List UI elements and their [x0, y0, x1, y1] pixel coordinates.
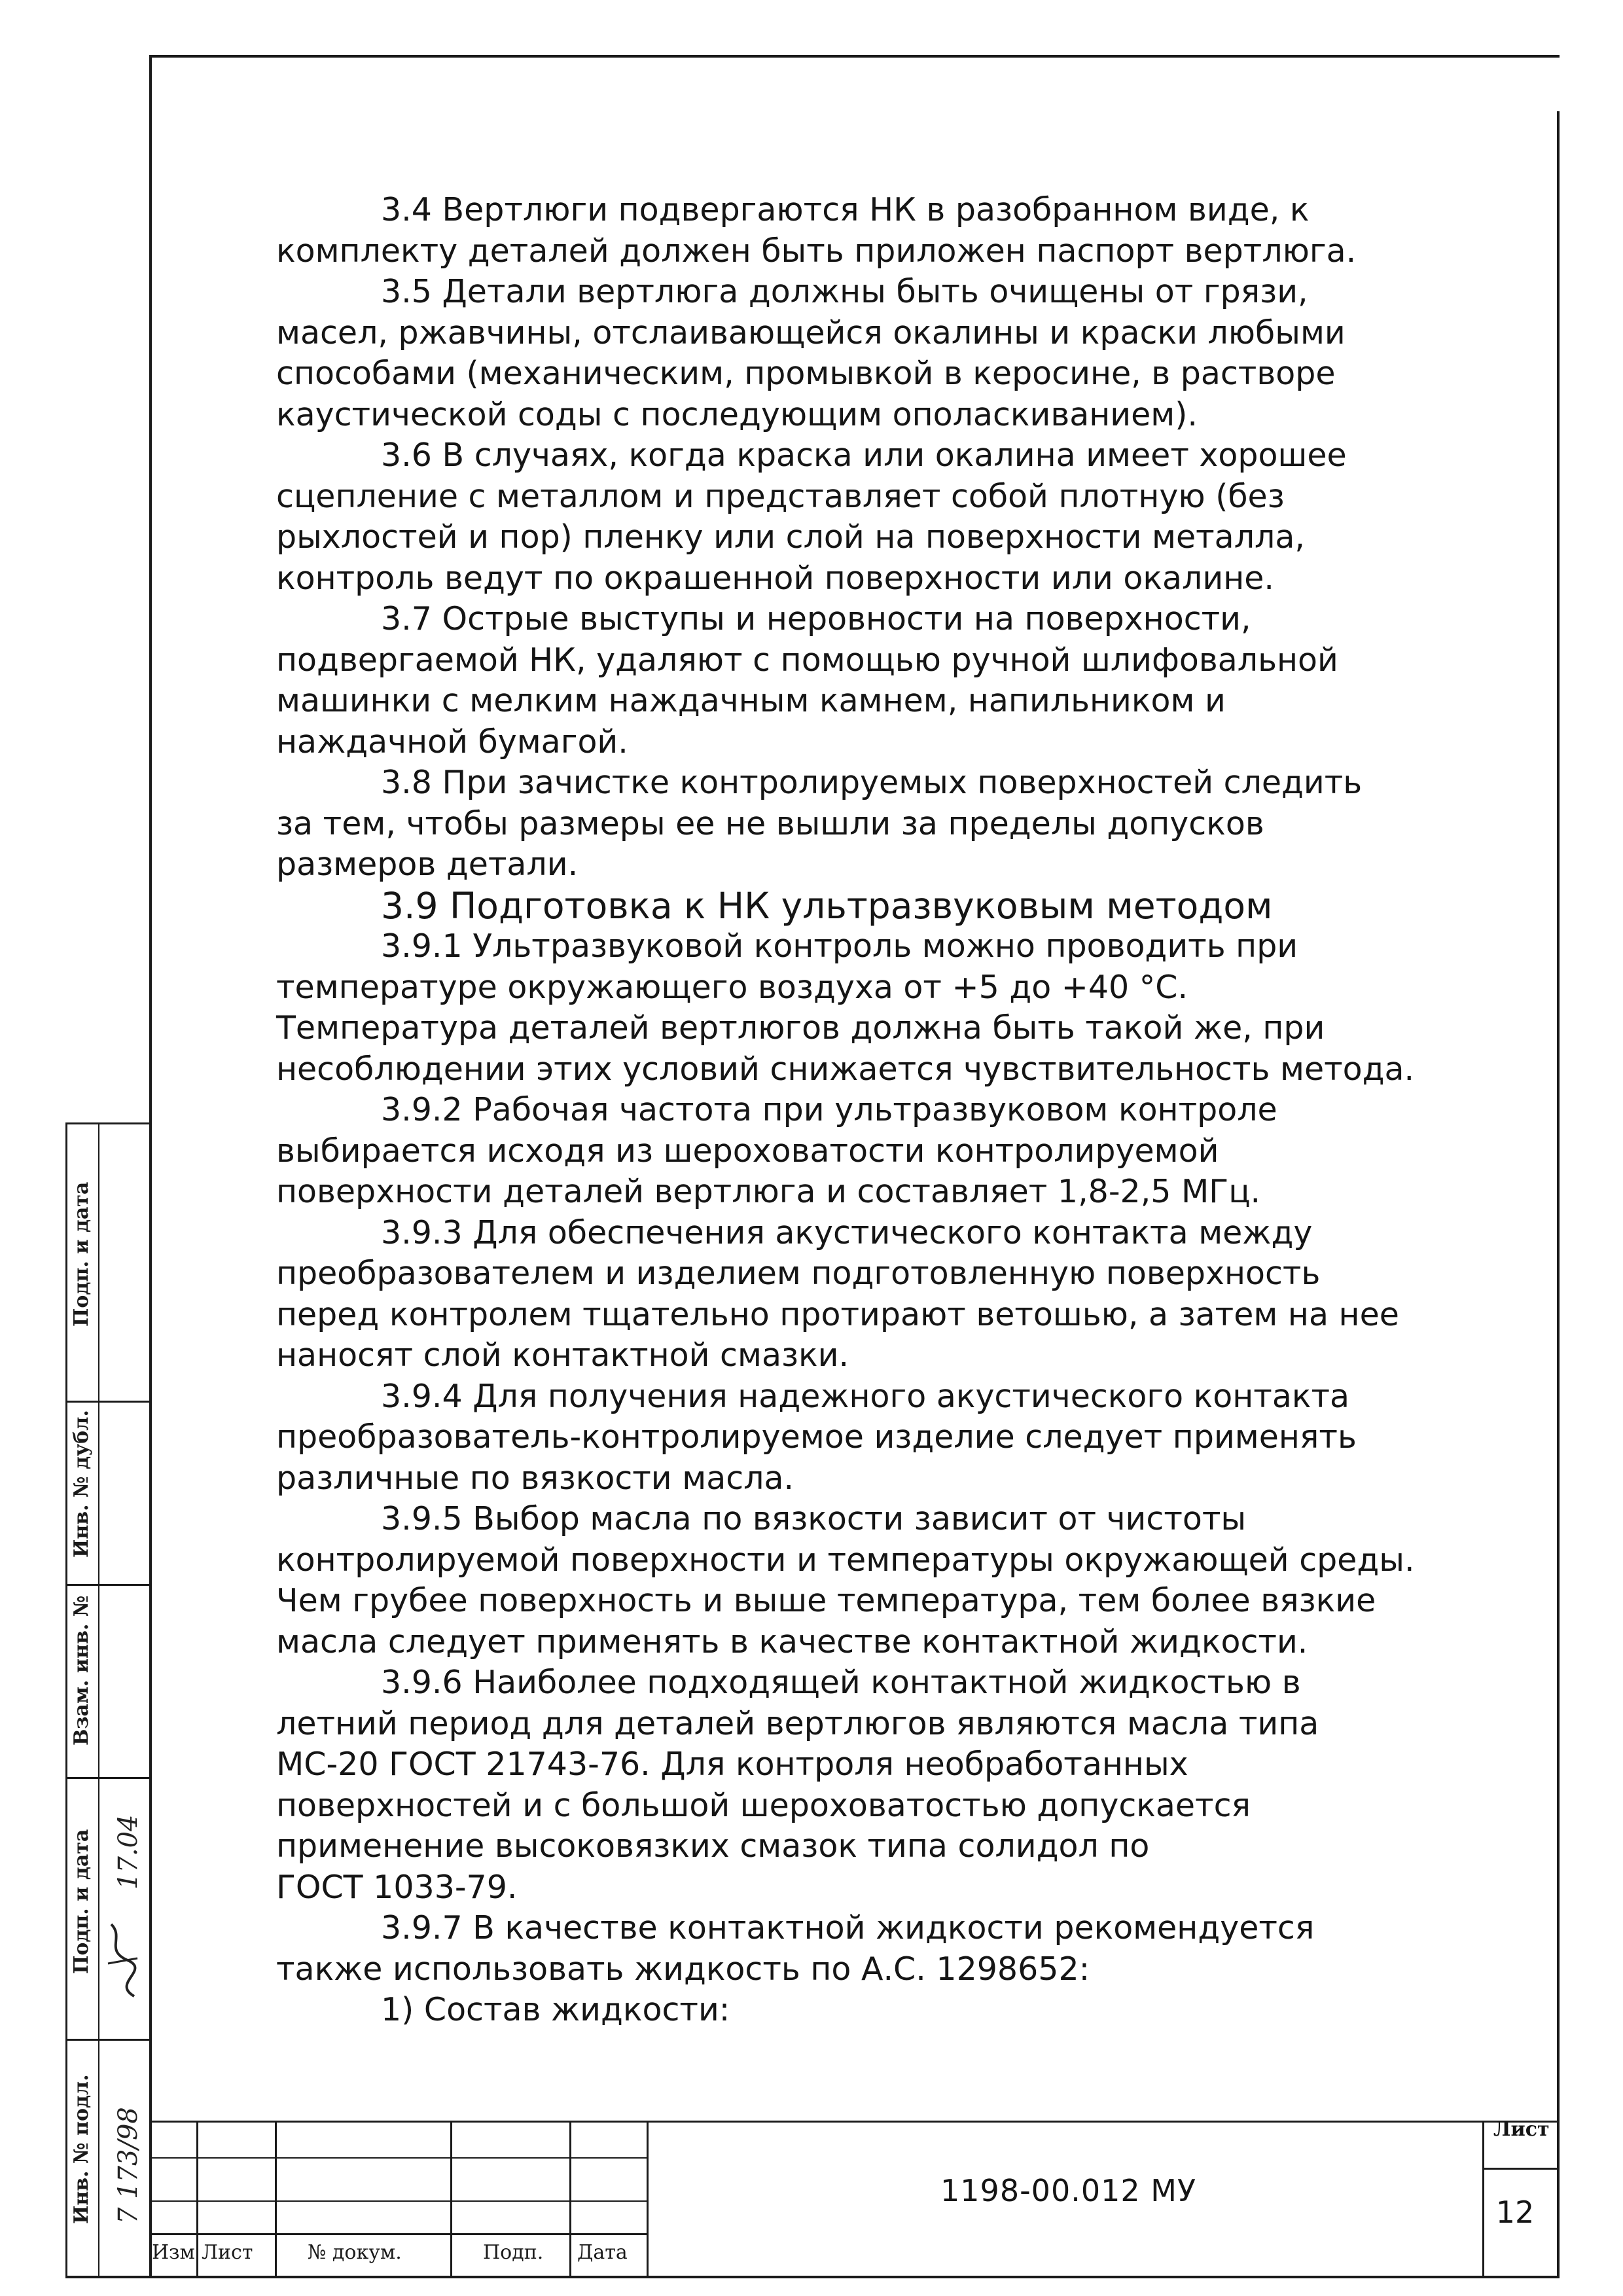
frame-bottom-line: [65, 2276, 1560, 2278]
text-line: применение высоковязких смазок типа солидол по: [276, 1827, 1150, 1865]
text-line: 3.6 В случаях, когда краска или окалина имеет хорошее: [381, 437, 1347, 474]
text-line: 3.9.6 Наиболее подходящей контактной жидкостью в: [381, 1664, 1301, 1701]
text-line: 3.9.5 Выбор масла по вязкости зависит от чистоты: [381, 1500, 1247, 1537]
text-line: преобразователь-контролируемое изделие следует применять: [276, 1418, 1357, 1456]
text-line: 3.5 Детали вертлюга должны быть очищены от грязи,: [381, 273, 1308, 310]
text-line: контроль ведут по окрашенной поверхности или окалине.: [276, 559, 1274, 597]
text-line: размеров детали.: [276, 846, 579, 883]
text-line: наносят слой контактной смазки.: [276, 1336, 849, 1374]
text-line: 3.8 При зачистке контролируемых поверхностей следить: [381, 764, 1363, 801]
stamp-col-line-5: [647, 2121, 649, 2278]
text-line: контролируемой поверхности и температуры окружающей среды.: [276, 1541, 1415, 1579]
stamp-sheet-col-line: [1482, 2121, 1484, 2278]
side-label-inv-dubl: Инв. № дубл.: [70, 1410, 93, 1558]
text-line: способами (механическим, промывкой в керосине, в растворе: [276, 355, 1336, 392]
text-line: 1) Состав жидкости:: [381, 1991, 730, 2028]
paragraph: [276, 926, 1415, 1090]
stamp-sheet-sep-line: [1482, 2168, 1560, 2170]
text-line: масла следует применять в качестве контактной жидкости.: [276, 1623, 1308, 1660]
text-line: рыхлостей и пор) пленку или слой на поверхности металла,: [276, 518, 1305, 556]
paragraph: [276, 435, 1402, 599]
side-strip-sep-3: [65, 1777, 151, 1779]
stamp-col-line-1: [196, 2121, 198, 2278]
text-line: температуре окружающего воздуха от +5 до +40 °С.: [276, 968, 1188, 1006]
paragraph: [276, 1376, 1402, 1499]
document-body: [276, 190, 1415, 2031]
text-line: машинки с мелким наждачным камнем, напильником и: [276, 682, 1226, 719]
frame-top-line: [149, 55, 1560, 58]
text-line: перед контролем тщательно протирают ветошью, а затем на нее: [276, 1295, 1399, 1333]
paragraph: [276, 1908, 1402, 1990]
sheet-number: 12: [1495, 2195, 1535, 2230]
text-line: 3.9.2 Рабочая частота при ультразвуковом контроле: [381, 1091, 1277, 1128]
text-line: наждачной бумагой.: [276, 723, 628, 761]
side-label-inv-podl: Инв. № подл.: [70, 2074, 93, 2224]
stamp-row-line-1: [149, 2157, 648, 2159]
text-line: также использовать жидкость по А.С. 1298652:: [276, 1950, 1090, 1988]
side-strip-divider-line: [98, 1122, 99, 2278]
text-line: поверхностей и с большой шероховатостью допускается: [276, 1786, 1251, 1824]
paragraph: [276, 1499, 1415, 1662]
paragraph: [276, 190, 1402, 272]
text-line: ГОСТ 1033-79.: [276, 1868, 518, 1906]
text-line: несоблюдении этих условий снижается чувствительность метода.: [276, 1050, 1415, 1088]
side-label-vzam-inv: Взам. инв. №: [70, 1595, 93, 1746]
text-line: выбирается исходя из шероховатости контролируемой: [276, 1132, 1219, 1170]
text-line: 3.9.4 Для получения надежного акустического контакта: [381, 1377, 1350, 1415]
paragraph: [276, 1662, 1402, 1908]
text-line: масел, ржавчины, отслаивающейся окалины и краски любыми: [276, 314, 1346, 351]
text-line: Температура деталей вертлюгов должна быть такой же, при: [276, 1009, 1325, 1047]
side-strip-sep-2: [65, 1584, 151, 1586]
text-line: поверхности деталей вертлюга и составляет 1,8-2,5 МГц.: [276, 1173, 1261, 1210]
text-line: 3.7 Острые выступы и неровности на поверхности,: [381, 600, 1251, 637]
paragraph: [276, 1213, 1402, 1376]
text-line: преобразователем и изделием подготовленную поверхность: [276, 1255, 1321, 1292]
text-line: за тем, чтобы размеры ее не вышли за пределы допусков: [276, 804, 1264, 842]
paragraph: [276, 1990, 1402, 2031]
paragraph: [276, 272, 1402, 435]
stamp-col-date: Дата: [577, 2241, 628, 2264]
text-line: подвергаемой НК, удаляют с помощью ручной шлифовальной: [276, 641, 1338, 679]
text-line: сцепление с металлом и представляет собой плотную (без: [276, 477, 1285, 515]
stamp-row-line-3: [149, 2233, 648, 2235]
handwritten-inv-number: 7 173/98: [113, 2107, 143, 2224]
side-label-podp-data-upper: Подп. и дата: [70, 1181, 93, 1327]
paragraph: [276, 1090, 1402, 1213]
frame-right-line: [1557, 111, 1560, 2278]
paragraph: [276, 762, 1402, 886]
text-line: 3.9.3 Для обеспечения акустического контакта между: [381, 1213, 1313, 1251]
text-line: летний период для деталей вертлюгов являются масла типа: [276, 1704, 1319, 1742]
text-line: Чем грубее поверхность и выше температура, тем более вязкие: [276, 1582, 1376, 1619]
stamp-col-line-4: [569, 2121, 571, 2278]
side-strip-top-line: [65, 1122, 151, 1124]
document-code: 1198-00.012 МУ: [940, 2173, 1196, 2208]
text-line: различные по вязкости масла.: [276, 1459, 794, 1497]
stamp-row-line-2: [149, 2200, 648, 2202]
side-label-podp-data-lower: Подп. и дата: [70, 1829, 93, 1974]
text-line: 3.9.7 В качестве контактной жидкости рекомендуется: [381, 1909, 1315, 1946]
text-line: МС-20 ГОСТ 21743-76. Для контроля необработанных: [276, 1746, 1188, 1783]
side-strip-sep-1: [65, 1401, 151, 1403]
text-line: комплекту деталей должен быть приложен паспорт вертлюга.: [276, 232, 1357, 270]
section-heading: [276, 886, 1402, 927]
handwritten-date: 17.04: [113, 1814, 143, 1890]
stamp-col-doc-number: № докум.: [308, 2241, 402, 2264]
paragraph: [276, 599, 1402, 762]
stamp-col-signature: Подп.: [483, 2241, 544, 2264]
stamp-top-line: [149, 2121, 1560, 2123]
stamp-col-line-3: [450, 2121, 452, 2278]
side-strip-sep-4: [65, 2039, 151, 2041]
stamp-col-line-2: [275, 2121, 277, 2278]
sheet-label: Лист: [1493, 2118, 1550, 2141]
text-line: каустической соды с последующим ополаскиванием).: [276, 395, 1198, 433]
text-line: 3.9 Подготовка к НК ультразвуковым методом: [381, 884, 1273, 927]
text-line: 3.9.1 Ультразвуковой контроль можно проводить при: [381, 927, 1298, 965]
text-line: 3.4 Вертлюги подвергаются НК в разобранном виде, к: [381, 191, 1310, 228]
side-strip-left-line: [65, 1122, 67, 2278]
handwritten-signature: [98, 1918, 151, 2003]
stamp-col-list: Лист: [202, 2241, 253, 2264]
stamp-col-izm: Изм: [152, 2241, 195, 2264]
